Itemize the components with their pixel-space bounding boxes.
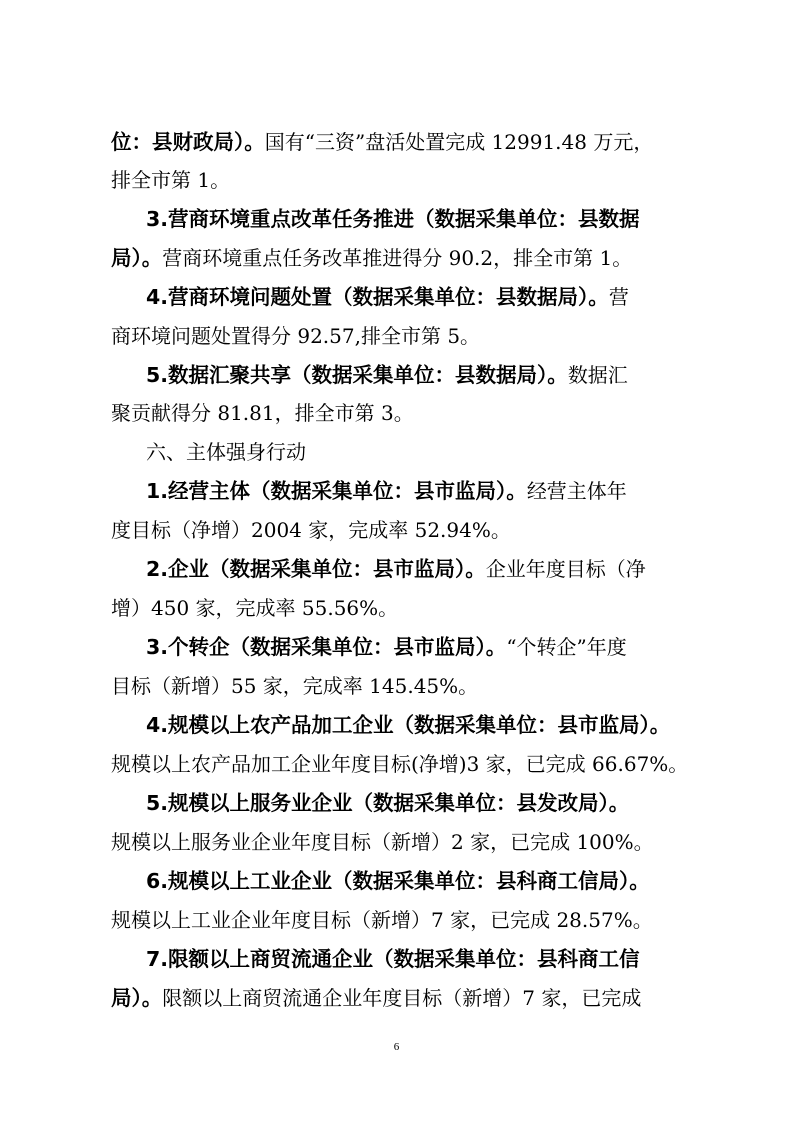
paragraph-line (0, 822, 793, 862)
bold-heading: 3.个转企（数据采集单位：县市监局）。 (146, 635, 507, 659)
bold-heading: 5.规模以上服务业企业（数据采集单位：县发改局）。 (146, 791, 630, 815)
paragraph-line (0, 393, 793, 433)
bold-heading: 3.营商环境重点改革任务推进（数据采集单位：县数据 (146, 207, 640, 231)
body-text: 商环境问题处置得分 92.57,排全市第 5。 (111, 324, 481, 348)
bold-heading: 位：县财政局）。 (111, 130, 265, 154)
paragraph-line (0, 160, 793, 200)
body-text: 限额以上商贸流通企业年度目标（新增）7 家，已完成 (162, 986, 642, 1010)
bold-heading: 2.企业（数据采集单位：县市监局）。 (146, 557, 486, 581)
body-text: 度目标（净增）2004 家，完成率 52.94%。 (111, 518, 511, 542)
paragraph-line (0, 122, 793, 162)
body-text: 营 (608, 285, 629, 309)
body-text: 聚贡献得分 81.81，排全市第 3。 (111, 401, 414, 425)
bold-heading: 4.营商环境问题处置（数据采集单位：县数据局）。 (146, 285, 609, 309)
paragraph-line (0, 666, 793, 706)
paragraph-line (0, 277, 793, 317)
bold-heading: 4.规模以上农产品加工企业（数据采集单位：县市监局）。 (146, 713, 671, 737)
paragraph-line (0, 588, 793, 628)
paragraph-line (0, 744, 793, 784)
bold-heading: 1.经营主体（数据采集单位：县市监局）。 (146, 479, 527, 503)
body-text: 规模以上农产品加工企业年度目标(净增)3 家，已完成 66.67%。 (111, 752, 689, 776)
page-number: 6 (393, 1041, 400, 1053)
body-text: 增）450 家，完成率 55.56%。 (111, 596, 399, 620)
paragraph-line (0, 627, 793, 667)
paragraph-line (0, 978, 793, 1018)
body-text: 规模以上服务业企业年度目标（新增）2 家，已完成 100%。 (111, 830, 654, 854)
paragraph-line (0, 549, 793, 589)
bold-heading: 5.数据汇聚共享（数据采集单位：县数据局）。 (146, 363, 568, 387)
paragraph-line (0, 355, 793, 395)
paragraph-line (0, 783, 793, 823)
paragraph-line (0, 238, 793, 278)
body-text: 规模以上工业企业年度目标（新增）7 家，已完成 28.57%。 (111, 908, 653, 932)
body-text: 国有“三资”盘活处置完成 12991.48 万元， (264, 130, 654, 154)
body-text: 企业年度目标（净 (485, 557, 646, 581)
paragraph-line (0, 861, 793, 901)
body-text: 数据汇 (567, 363, 628, 387)
paragraph-line (0, 705, 793, 745)
bold-heading: 6.规模以上工业企业（数据采集单位：县科商工信局）。 (146, 869, 650, 893)
bold-heading: 局）。 (111, 986, 163, 1010)
bold-heading: 7.限额以上商贸流通企业（数据采集单位：县科商工信 (146, 947, 640, 971)
paragraph-line (0, 939, 793, 979)
body-text: 经营主体年 (526, 479, 627, 503)
paragraph-line (0, 316, 793, 356)
paragraph-line (0, 510, 793, 550)
bold-heading: 局）。 (111, 246, 163, 270)
section-heading (0, 432, 793, 472)
paragraph-line (0, 471, 793, 511)
body-text: 排全市第 1。 (111, 168, 231, 192)
body-text: 营商环境重点任务改革推进得分 90.2，排全市第 1。 (162, 246, 633, 270)
paragraph-line (0, 199, 793, 239)
body-text: 目标（新增）55 家，完成率 145.45%。 (111, 674, 479, 698)
paragraph-line (0, 900, 793, 940)
body-text: “个转企”年度 (506, 635, 627, 659)
section-title: 六、主体强身行动 (146, 440, 306, 464)
